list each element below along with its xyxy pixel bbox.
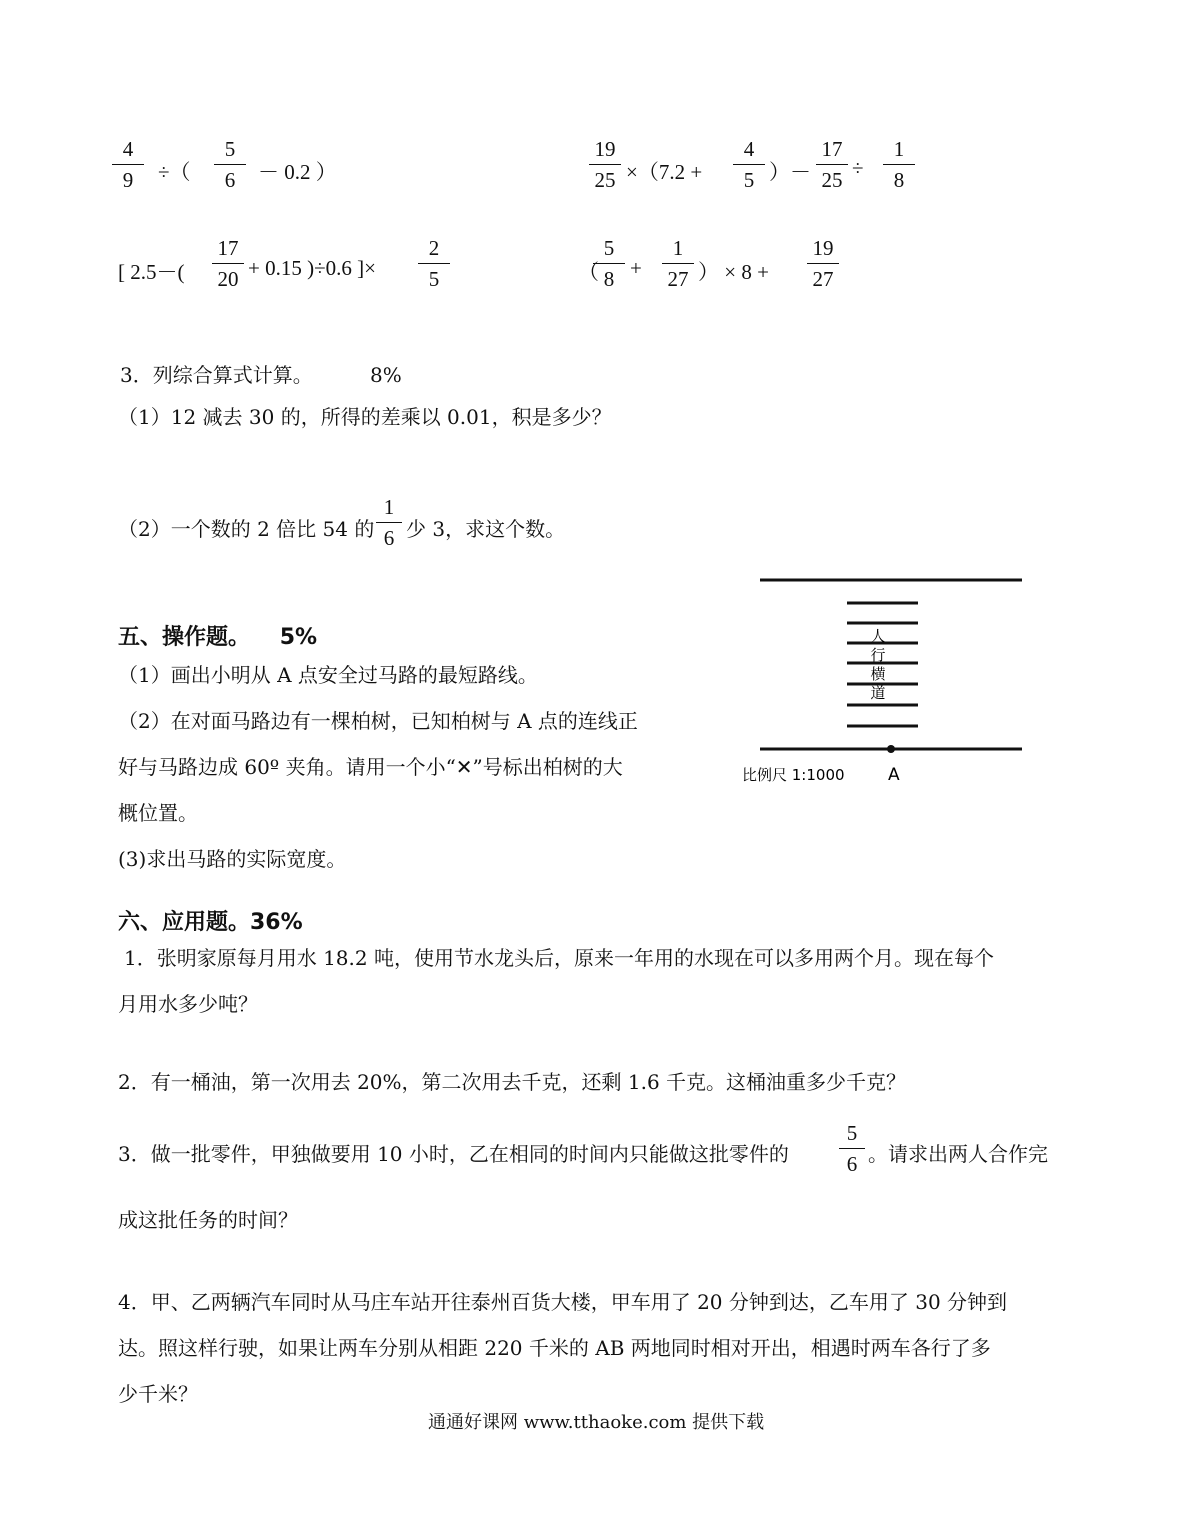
fraction: 4 5 [729, 136, 769, 193]
fraction: 1 27 [658, 235, 698, 292]
fraction: 5 6 [835, 1120, 869, 1177]
operator: ）－ [769, 160, 811, 184]
point-a-marker [887, 745, 895, 753]
fraction: 19 27 [803, 235, 843, 292]
crosswalk-char: 行 [870, 646, 886, 664]
operator: ÷ [852, 156, 864, 180]
expr-mid: ） × 8 + [698, 260, 769, 284]
fraction: 5 6 [210, 136, 250, 193]
expr-lead: [ 2.5－( [118, 260, 185, 284]
crosswalk-char: 横 [870, 665, 886, 683]
section-5-items [118, 652, 718, 882]
road-diagram [730, 565, 1040, 795]
fraction: 4 9 [108, 136, 148, 193]
fraction: 17 20 [208, 235, 248, 292]
operator: + [630, 256, 642, 280]
section-5-item-2-line-2: 好与马路边成 60º 夹角。请用一个小“✕”号标出柏树的大 [118, 755, 623, 779]
q3-part1: （1）12 减去 30 的，所得的差乘以 0.01，积是多少？ [118, 405, 612, 429]
q3-part2-a: （2）一个数的 2 倍比 54 的 [118, 517, 375, 541]
section-6-q2: 2．有一桶油，第一次用去 20%，第二次用去千克，还剩 1.6 千克。这桶油重多少千克？ [118, 1070, 907, 1094]
q3-part2-b: 少 3，求这个数。 [406, 517, 566, 541]
section-6-q4: 4．甲、乙两辆汽车同时从马庄车站开往泰州百货大楼，甲车用了 20 分钟到达，乙车用了 30 分钟到 达。照这样行驶，如果让两车分别从相距 220 千米的 AB 两地同时相对开出，相遇时两车各行了多 少千米？ [118, 1290, 1008, 1406]
section-5-item-2-line-3: 概位置。 [118, 801, 198, 825]
point-a-label: A [888, 765, 900, 785]
crosswalk-char: 人 [870, 627, 886, 645]
section-5-item-1: （1）画出小明从 A 点安全过马路的最短路线。 [118, 663, 538, 687]
section-6-q1: 1．张明家原每月用水 18.2 吨，使用节水龙头后，原来一年用的水现在可以多用两个月。现在每个 月用水多少吨？ [118, 946, 994, 1016]
scale-label: 比例尺 1:1000 [742, 766, 845, 784]
expr-tail: － 0.2 ） [258, 160, 337, 184]
expr-mid: + 0.15 )÷0.6 ]× [248, 256, 376, 280]
section-6-q3-a: 3．做一批零件，甲独做要用 10 小时，乙在相同的时间内只能做这批零件的 [118, 1142, 789, 1166]
section-5-heading: 五、操作题。 5% [118, 625, 318, 650]
section-6-q3-line-2: 成这批任务的时间？ [118, 1208, 298, 1232]
fraction: 1 6 [372, 494, 406, 551]
q3-score: 8% [370, 363, 402, 387]
section-5-item-3: (3)求出马路的实际宽度。 [118, 847, 347, 871]
fraction: 19 25 [585, 136, 625, 193]
operator: ÷（ [158, 160, 191, 184]
fraction: 17 25 [812, 136, 852, 193]
section-6-heading: 六、应用题。36% [118, 910, 303, 935]
operator: ×（7.2 + [626, 160, 703, 184]
fraction: 2 5 [414, 235, 454, 292]
section-5-item-2-line-1: （2）在对面马路边有一棵柏树，已知柏树与 A 点的连线正 [118, 709, 638, 733]
footer-text: 通通好课网 www.tthaoke.com 提供下载 [428, 1412, 765, 1433]
q3-title: 3．列综合算式计算。 [120, 363, 313, 387]
crosswalk-char: 道 [870, 684, 886, 702]
fraction: 5 8 [589, 235, 629, 292]
fraction: 1 8 [879, 136, 919, 193]
section-6-q3-b: 。请求出两人合作完 [868, 1142, 1048, 1166]
expr-lead: （ [578, 260, 599, 284]
